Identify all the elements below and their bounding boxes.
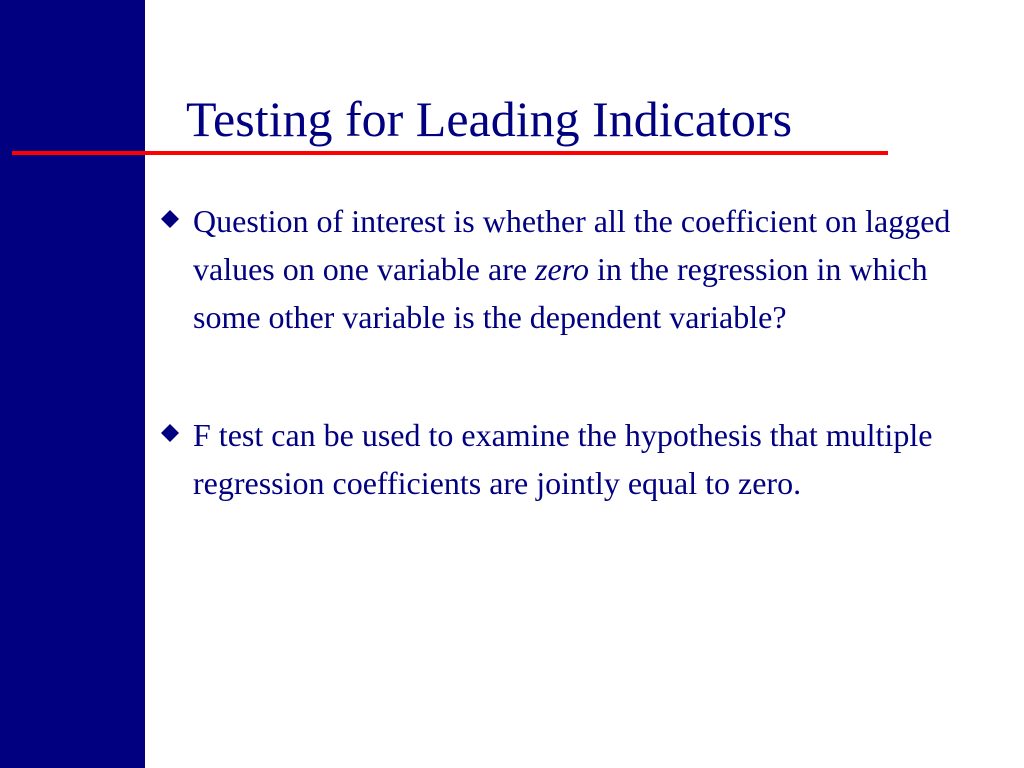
left-sidebar-band <box>0 0 145 768</box>
bullet-text: F test can be used to examine the hypothesis that multiple regression coefficients are jointly equal to zero. <box>193 417 933 501</box>
diamond-bullet-icon <box>161 424 179 442</box>
bullet-text-part: in the regression in which some other variable is the dependent variable? <box>193 251 928 335</box>
slide-title: Testing for Leading Indicators <box>186 91 793 147</box>
bullet-emphasis-zero: zero <box>535 251 589 287</box>
bullet-item-f-test <box>158 411 998 507</box>
title-underline-rule <box>12 151 888 155</box>
diamond-bullet-icon <box>161 210 179 228</box>
bullet-text-part: Question of interest is whether all the coefficient on lagged values on one variable are <box>193 203 951 287</box>
bullet-item-question <box>158 197 998 341</box>
bullet-list <box>158 197 998 507</box>
